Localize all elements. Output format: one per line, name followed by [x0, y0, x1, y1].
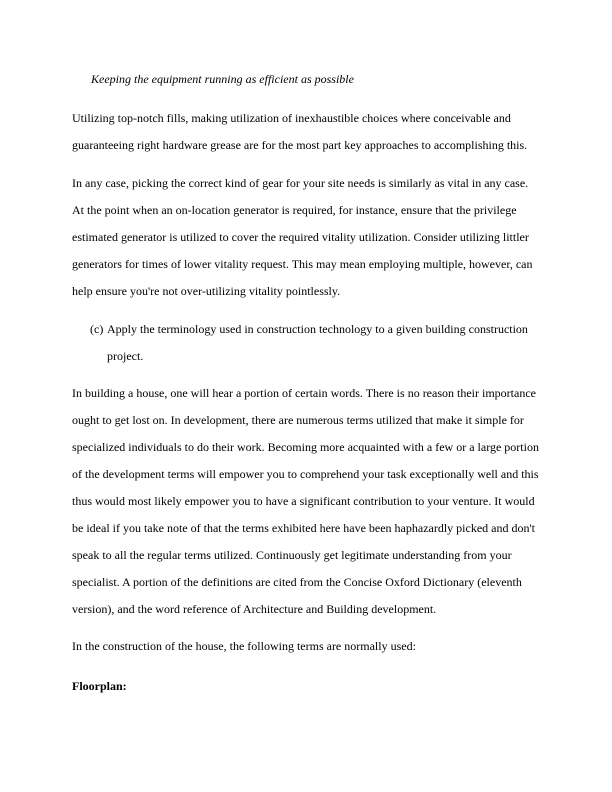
paragraph-construction-terms: In building a house, one will hear a portion of certain words. There is no reason their importance ought to get lost on. In development, there are numerous terms utilized that make it simple for specialized individuals to do their work. Becoming more acquainted with a few or a large portion of the development terms will empower you to comprehend your task exceptionally well and this thus would most likely empower you to have a significant contribution to your venture. It would be ideal if you take note of that the terms exhibited here have been haphazardly picked and don't speak to all the regular terms utilized. Continuously get legitimate understanding from your specialist. A portion of the definitions are cited from the Concise Oxford Dictionary (eleventh version), and the word reference of Architecture and Building development. — [72, 386, 539, 616]
document-body — [72, 70, 542, 700]
paragraph-equipment-fills: Utilizing top-notch fills, making utilization of inexhaustible choices where conceivable and guaranteeing right hardware grease are for the most part key approaches to accomplishing this. — [72, 111, 528, 152]
list-marker: (c) — [90, 322, 104, 336]
list-item-text: Apply the terminology used in construction technology to a given building construction project. — [107, 322, 528, 363]
list-item-c — [90, 316, 542, 370]
floorplan-heading: Floorplan: — [72, 679, 127, 693]
paragraph-generator-choice: In any case, picking the correct kind of gear for your site needs is similarly as vital in any case. At the point when an on-location generator is required, for instance, ensure that the privilege estimated generator is utilized to cover the required vitality utilization. Consider utilizing littler generators for times of lower vitality request. This may mean employing multiple, however, can help ensure you're not over-utilizing vitality pointlessly. — [72, 176, 533, 298]
section-subheading: Keeping the equipment running as efficient as possible — [91, 72, 354, 86]
paragraph-terms-intro: In the construction of the house, the following terms are normally used: — [72, 639, 416, 653]
